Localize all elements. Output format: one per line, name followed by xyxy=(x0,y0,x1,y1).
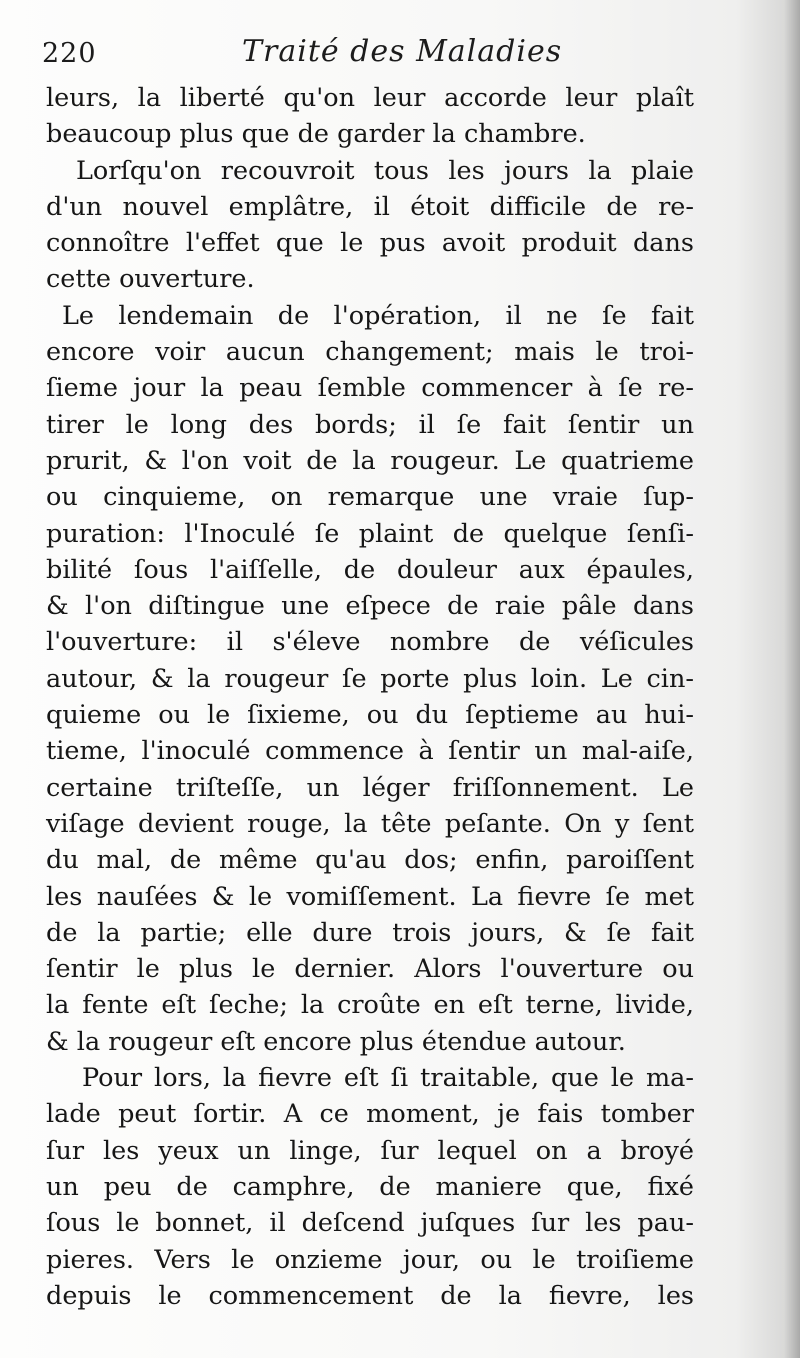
body-text xyxy=(46,80,694,1314)
text-line: pieres. Vers le onzieme jour, ou le troiſieme xyxy=(46,1244,694,1275)
text-line: & la rougeur eſt encore plus étendue autour. xyxy=(46,1026,626,1057)
text-line: ou cinquieme, on remarque une vraie ſup- xyxy=(46,482,694,513)
text-line: bilité ſous l'aiſſelle, de douleur aux épaules, xyxy=(46,554,694,585)
text-line: beaucoup plus que de garder la chambre. xyxy=(46,119,586,150)
text-line: un peu de camphre, de maniere que, fixé xyxy=(46,1171,694,1202)
text-line: du mal, de même qu'au dos; enfin, paroiſſent xyxy=(46,845,694,876)
text-line: viſage devient rouge, la tête peſante. On y ſent xyxy=(46,808,694,839)
text-line: les nauſées & le vomiſſement. La fievre ſe met xyxy=(46,881,694,912)
text-line: depuis le commencement de la fievre, les xyxy=(46,1280,694,1311)
running-head xyxy=(42,30,742,78)
text-line: lade peut ſortir. A ce moment, je fais tomber xyxy=(46,1099,694,1130)
text-line: Le lendemain de l'opération, il ne ſe fait xyxy=(62,300,694,331)
text-line: ſentir le plus le dernier. Alors l'ouverture ou xyxy=(46,954,694,985)
page-number: 220 xyxy=(42,38,97,69)
text-line: ſous le bonnet, il deſcend juſques ſur les pau- xyxy=(46,1208,694,1239)
text-line: prurit, & l'on voit de la rougeur. Le quatrieme xyxy=(46,445,694,476)
text-line: la fente eſt ſeche; la croûte en eſt terne, livide, xyxy=(46,990,694,1021)
text-line: cette ouverture. xyxy=(46,264,255,295)
text-line: Pour lors, la fievre eſt ſi traitable, que le ma- xyxy=(82,1063,694,1094)
text-line: encore voir aucun changement; mais le troi- xyxy=(46,337,694,368)
text-line: tieme, l'inoculé commence à ſentir un mal-aiſe, xyxy=(46,736,694,767)
text-line: Lorſqu'on recouvroit tous les jours la plaie xyxy=(76,155,694,186)
text-line: ſur les yeux un linge, ſur lequel on a broyé xyxy=(46,1135,694,1166)
text-line: leurs, la liberté qu'on leur accorde leur plaît xyxy=(46,83,694,113)
text-line: quieme ou le ſixieme, ou du ſeptieme au hui- xyxy=(46,700,694,731)
text-line: tirer le long des bords; il ſe fait ſentir un xyxy=(46,409,694,440)
text-line: connoître l'effet que le pus avoit produit dans xyxy=(46,228,694,259)
text-line: autour, & la rougeur ſe porte plus loin. Le cin- xyxy=(46,663,694,694)
text-line: & l'on diſtingue une eſpece de raie pâle dans xyxy=(46,591,694,622)
text-line: d'un nouvel emplâtre, il étoit difficile de re- xyxy=(46,191,694,222)
text-line: puration: l'Inoculé ſe plaint de quelque ſenſi- xyxy=(46,518,694,549)
text-line: l'ouverture: il s'éleve nombre de véſicules xyxy=(46,627,694,658)
text-line: ſieme jour la peau ſemble commencer à ſe re- xyxy=(46,373,694,404)
running-title: Traité des Maladies xyxy=(242,34,563,69)
text-line: de la partie; elle dure trois jours, & ſe fait xyxy=(46,917,694,948)
text-line: certaine triſteſſe, un léger friſſonnement. Le xyxy=(46,772,694,803)
